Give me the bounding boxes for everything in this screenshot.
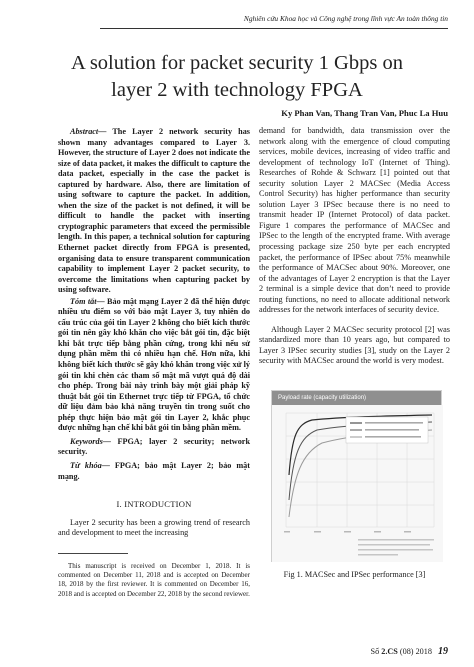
figure-caption: Fig 1. MACSec and IPSec performance [3] (283, 570, 426, 579)
section-heading-introduction: I. INTRODUCTION (116, 499, 192, 510)
paper-title-line2: layer 2 with technology FPGA (111, 79, 363, 101)
abstract-text: The Layer 2 network security has shown many advantages compared to Layer 3. However, the structure of Layer 2 does not indicate the size of data packet, it makes the difficult to capture the data packet, especially in the case the packet is captured by hardware. Also, there are limitation of using software to capture the packet. In addition, when the size of the packet is not defined, it will be difficult to handle the packet with inserting cryptographic parameters that exceed the permissible length. In this paper, a technical solution for capturing Ethernet packet directly from FPGA is presented, organising data to ensure transparent communication capability to implement Layer 2 packet security, to overcome the limitations when capturing packet by using software. (58, 127, 250, 295)
footnote: This manuscript is received on December 1, 2018. It is commented on December 11, 2018 and is accepted on December 18, 2018 by the first reviewer. It is commented on December 16, 2018 and is accepted on December 22, 2018 by the second reviewer. (58, 562, 250, 598)
footer-so: Số (370, 647, 380, 656)
keywords-text: FPGA; layer 2 security; network security. (58, 436, 250, 457)
figure-legend (346, 417, 428, 443)
running-header: Nghiên cứu Khoa học và Công nghệ trong lĩnh vực An toàn thông tin (100, 14, 448, 29)
footer-year: (08) 2018 (397, 647, 432, 656)
authors: Ky Phan Van, Thang Tran Van, Phuc La Huu (281, 108, 448, 118)
intro-paragraph-continued: demand for bandwidth, data transmission over the network along with the emergence of cloud computing services, mobile devices, increasing of video traffic and development of technology IoT (Internet of Thing). Researches of Rohde & Schwarz [1] pointed out that security solution Layer 2 MACSec (Media Access Control Security) has higher performance than security solution Layer 3 IPSec because there is no need to transmit header IP (Internet Protocol) of data packet. Figure 1 compares the performance of MACSec and IPSec to the length of the encrypted frame. With average processing package size 250 byte per each encrypted packet, the performance of IPSec about 75% meanwhile the performance of MACSec about 90%. Moreover, one of the advantages of Layer 2 encryption is that the Layer 2 terminal is a simple device that don’t need to provide routing functions, no need to allocate additional network addresses for the network interfaces of security device. (259, 126, 450, 315)
figure-1 (271, 390, 442, 562)
tukhoa-label: Từ khóa— (70, 460, 110, 470)
intro-paragraph-start: Layer 2 security has been a growing trend of research and development to meet the increasing (58, 517, 250, 538)
paper-title (20, 50, 454, 104)
right-column (259, 126, 450, 367)
abstract-label: Abstract— (70, 127, 107, 136)
footnote-rule (58, 553, 128, 554)
keywords (58, 437, 250, 458)
keywords-label: Keywords— (70, 436, 111, 446)
left-column (58, 127, 250, 554)
paper-title-line1: A solution for packet security 1 Gbps on (71, 52, 403, 74)
figure-panel-title: Payload rate (capacity utilization) (272, 391, 441, 405)
figure-plot (272, 405, 443, 562)
abstract (58, 127, 250, 296)
tomtat-text: Bảo mật mạng Layer 2 đã thể hiện được nhiều ưu điểm so với bảo mật Layer 3, tuy nhiên do cấu trúc của gói tin Layer 2 không cho biết kích thước gói tin nên gây khó khăn cho việc bắt gói tin, đặc biệt khi bắt trực tiếp bằng phần cứng, trong khi nếu sử dụng phần mềm thì có nhiều hạn chế. Hơn nữa, khi không biết kích thước sẽ gây khó khăn trong việc xử lý gói tin khi chèn các tham số mật mã vượt quá độ dài cho phép. Trong bài này trình bày một giải pháp kỹ thuật bắt gói tin Ethernet trực tiếp từ FPGA, tổ chức dữ liệu đảm bảo khả năng truyền tin trong suốt cho phép thực hiện bảo mật gói tin Layer 2, khắc phục được những hạn chế khi bắt gói tin bằng phần mềm. (58, 296, 250, 433)
vietnamese-keywords (58, 461, 250, 482)
tukhoa-text: FPGA; bảo mật Layer 2; bảo mật mạng. (58, 460, 250, 481)
intro-paragraph-2: Although Layer 2 MACSec security protocol [2] was standardized more than 10 years ago, but compared to Layer 3 IPSec security studies [3], study on the Layer 2 security with MACSec around the world is very modest. (259, 324, 450, 366)
page-number: 19 (438, 646, 448, 657)
footer-issue: 2.CS (381, 647, 398, 656)
tomtat-label: Tóm tắt— (70, 296, 105, 306)
page-footer (371, 646, 448, 657)
vietnamese-abstract (58, 297, 250, 434)
